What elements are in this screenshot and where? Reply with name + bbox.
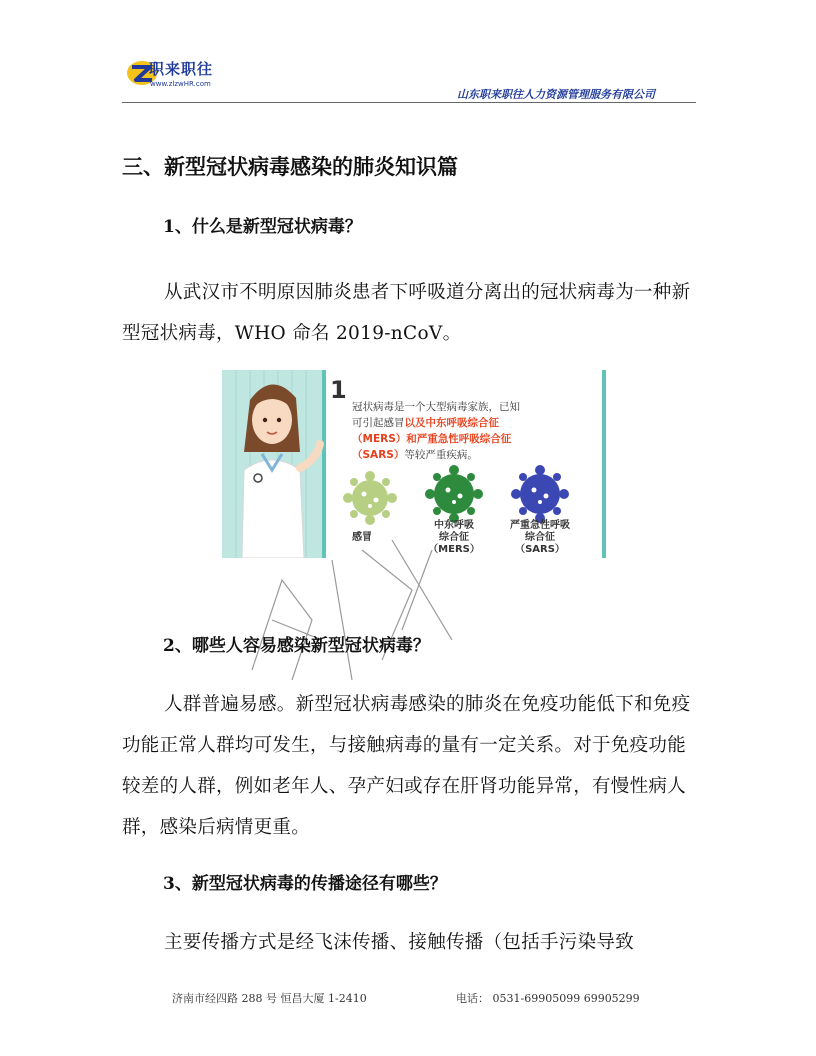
svg-text:可引起感冒以及中东呼吸综合征: [352, 416, 499, 429]
footer-phone: 电话： 0531-69905099 69905299: [456, 992, 640, 1005]
infographic-line-2b: 以及中东呼吸综合征: [404, 417, 499, 429]
question-3-answer: [122, 922, 702, 963]
svg-text:（SARS）等较严重疾病。: [352, 448, 478, 461]
infographic-line-2a: 可引起感冒: [352, 417, 405, 429]
section-title: 三、新型冠状病毒感染的肺炎知识篇: [122, 154, 458, 179]
logo-text: 职来职往: [149, 60, 214, 78]
logo-url: www.zlzwHR.com: [150, 80, 211, 88]
virus-mers-label-2: 综合征: [439, 532, 469, 543]
virus-cold-label: 感冒: [352, 532, 372, 543]
company-name: 山东职来职往人力资源管理服务有限公司: [457, 88, 655, 101]
virus-sars-label-2: 综合征: [525, 532, 555, 543]
footer-address: 济南市经四路 288 号 恒昌大厦 1-2410: [172, 992, 367, 1005]
question-1-title: 1、什么是新型冠状病毒？: [163, 217, 362, 237]
question-3-answer-text: 主要传播方式是经飞沫传播、接触传播（包括手污染导致: [164, 932, 635, 953]
coronavirus-infographic: [222, 370, 610, 558]
infographic-number: 1: [330, 376, 347, 404]
question-2-title: 2、哪些人容易感染新型冠状病毒？: [163, 636, 430, 656]
question-2-answer-text: 人群普遍易感。新型冠状病毒感染的肺炎在免疫功能低下和免疫功能正常人群均可发生，与接触病毒的量有一定关系。对于免疫功能较差的人群，例如老年人、孕产妇或存在肝肾功能异常，有慢性病人群，感染后病情更重。: [122, 694, 691, 838]
question-1-answer-text: 从武汉市不明原因肺炎患者下呼吸道分离出的冠状病毒为一种新型冠状病毒，WHO 命名 2019-nCoV。: [122, 282, 691, 344]
question-2-answer: [122, 684, 702, 848]
question-1-answer: [122, 272, 702, 354]
virus-mers-label-3: （MERS）: [428, 544, 480, 555]
infographic-line-3: （MERS）和严重急性呼吸综合征: [352, 433, 512, 445]
infographic-line-4b: 等较严重疾病。: [404, 449, 478, 461]
question-3-title: 3、新型冠状病毒的传播途径有哪些？: [163, 874, 447, 894]
infographic-line-4a: （SARS）: [352, 449, 405, 461]
header-divider: [122, 102, 696, 103]
virus-sars-label-1: 严重急性呼吸: [510, 520, 570, 531]
virus-sars-label-3: （SARS）: [515, 544, 565, 555]
infographic-line-1: 冠状病毒是一个大型病毒家族，已知: [352, 401, 520, 413]
virus-mers-label-1: 中东呼吸: [434, 520, 474, 531]
